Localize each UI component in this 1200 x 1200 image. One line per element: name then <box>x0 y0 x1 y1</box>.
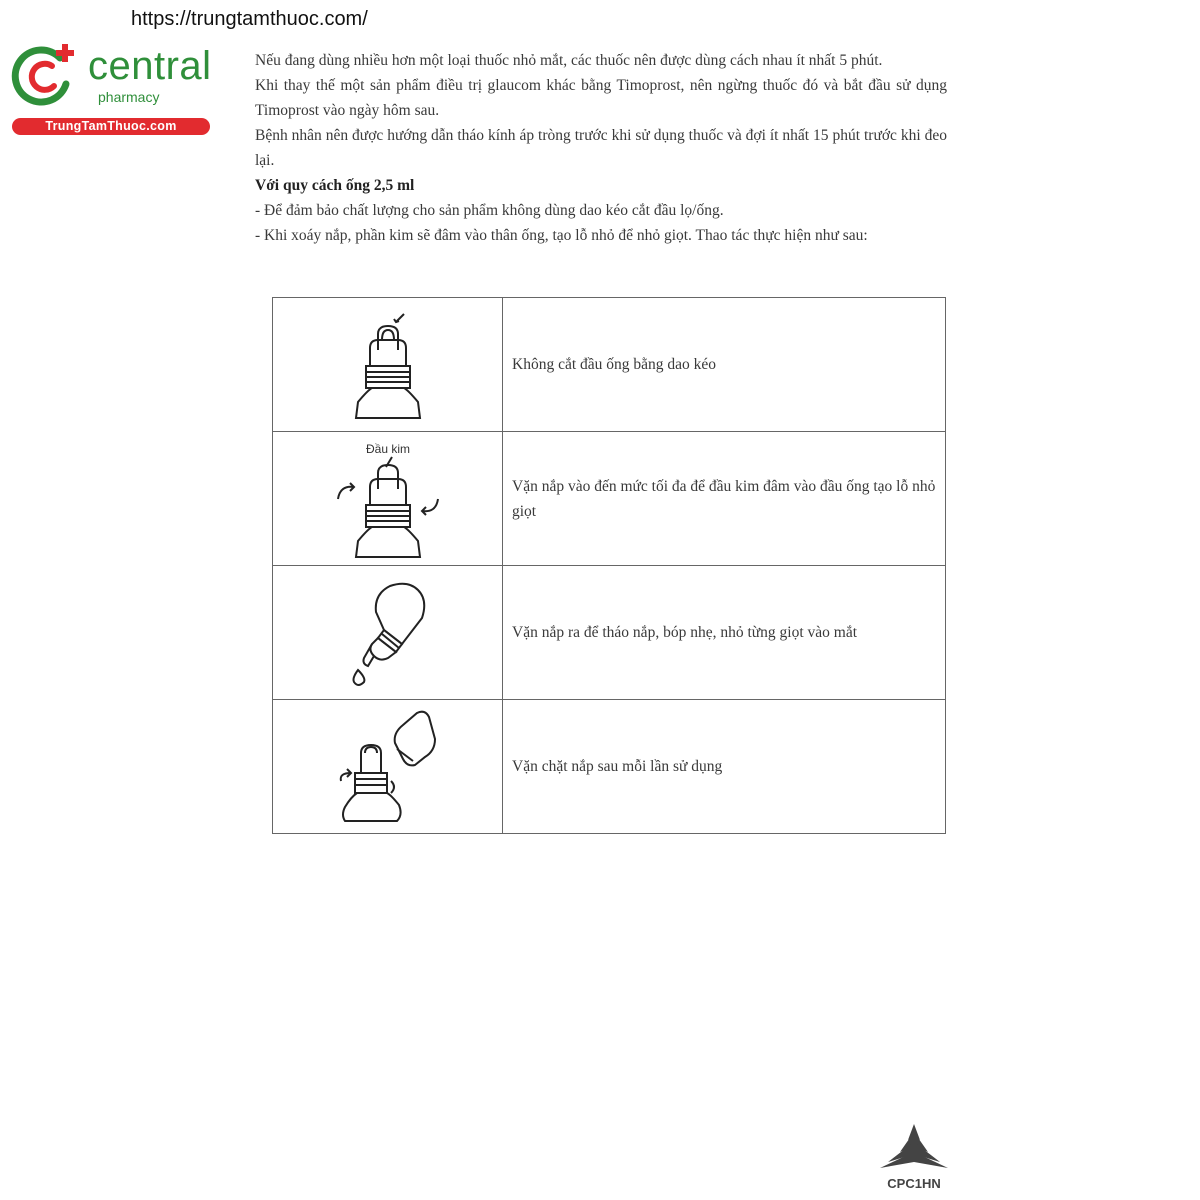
paragraph-switching: Khi thay thế một sản phẩm điều trị glaucom khác bằng Timoprost, nên ngừng thuốc đó và bắt đầu sử dụng Timoprost vào ngày hôm sau. <box>255 77 947 119</box>
step-illustration-cell <box>273 700 503 834</box>
central-pharmacy-logo <box>10 38 215 138</box>
leaflet-text <box>255 48 947 248</box>
pharmacy-cross-icon <box>10 40 80 110</box>
step-text: Vặn nắp vào đến mức tối đa để đầu kim đâm vào đầu ống tạo lỗ nhỏ giọt <box>503 432 946 566</box>
step-illustration-cell <box>273 566 503 700</box>
paragraph-multiple-drops: Nếu đang dùng nhiều hơn một loại thuốc nhỏ mắt, các thuốc nên được dùng cách nhau ít nhất 5 phút. <box>255 52 883 69</box>
instruction-table <box>272 297 946 834</box>
brand-word: central <box>88 44 212 88</box>
bullet-twist: - Khi xoáy nắp, phần kim sẽ đâm vào thân ống, tạo lỗ nhỏ để nhỏ giọt. Thao tác thực hiện như sau: <box>255 227 868 244</box>
table-row <box>273 298 946 432</box>
bullet-quality: - Để đảm bảo chất lượng cho sản phẩm không dùng dao kéo cắt đầu lọ/ống. <box>255 202 724 219</box>
step-illustration-cell <box>273 298 503 432</box>
brand-sub: pharmacy <box>98 89 160 105</box>
bottle-recap-icon <box>333 709 443 824</box>
table-row <box>273 432 946 566</box>
table-row <box>273 566 946 700</box>
section-heading: Với quy cách ống 2,5 ml <box>255 177 415 194</box>
cpc1hn-logo-text: CPC1HN <box>887 1176 941 1191</box>
step-illustration-cell <box>273 432 503 566</box>
needle-tip-label: Đầu kim <box>365 441 410 456</box>
table-row <box>273 700 946 834</box>
step-text: Không cắt đầu ống bằng dao kéo <box>503 298 946 432</box>
bottle-drop-icon <box>338 578 438 688</box>
cpc1hn-logo <box>878 1122 950 1192</box>
brand-band: TrungTamThuoc.com <box>12 118 210 135</box>
step-text: Vặn chặt nắp sau mỗi lần sử dụng <box>503 700 946 834</box>
bottle-twist-cap-icon <box>328 439 448 559</box>
step-text: Vặn nắp ra để tháo nắp, bóp nhẹ, nhỏ từng giọt vào mắt <box>503 566 946 700</box>
bottle-no-cut-icon <box>348 310 428 420</box>
paragraph-contact-lens: Bệnh nhân nên được hướng dẫn tháo kính áp tròng trước khi sử dụng thuốc và đợi ít nhất 15 phút trước khi đeo lại. <box>255 127 947 169</box>
source-url: https://trungtamthuoc.com/ <box>131 8 368 30</box>
